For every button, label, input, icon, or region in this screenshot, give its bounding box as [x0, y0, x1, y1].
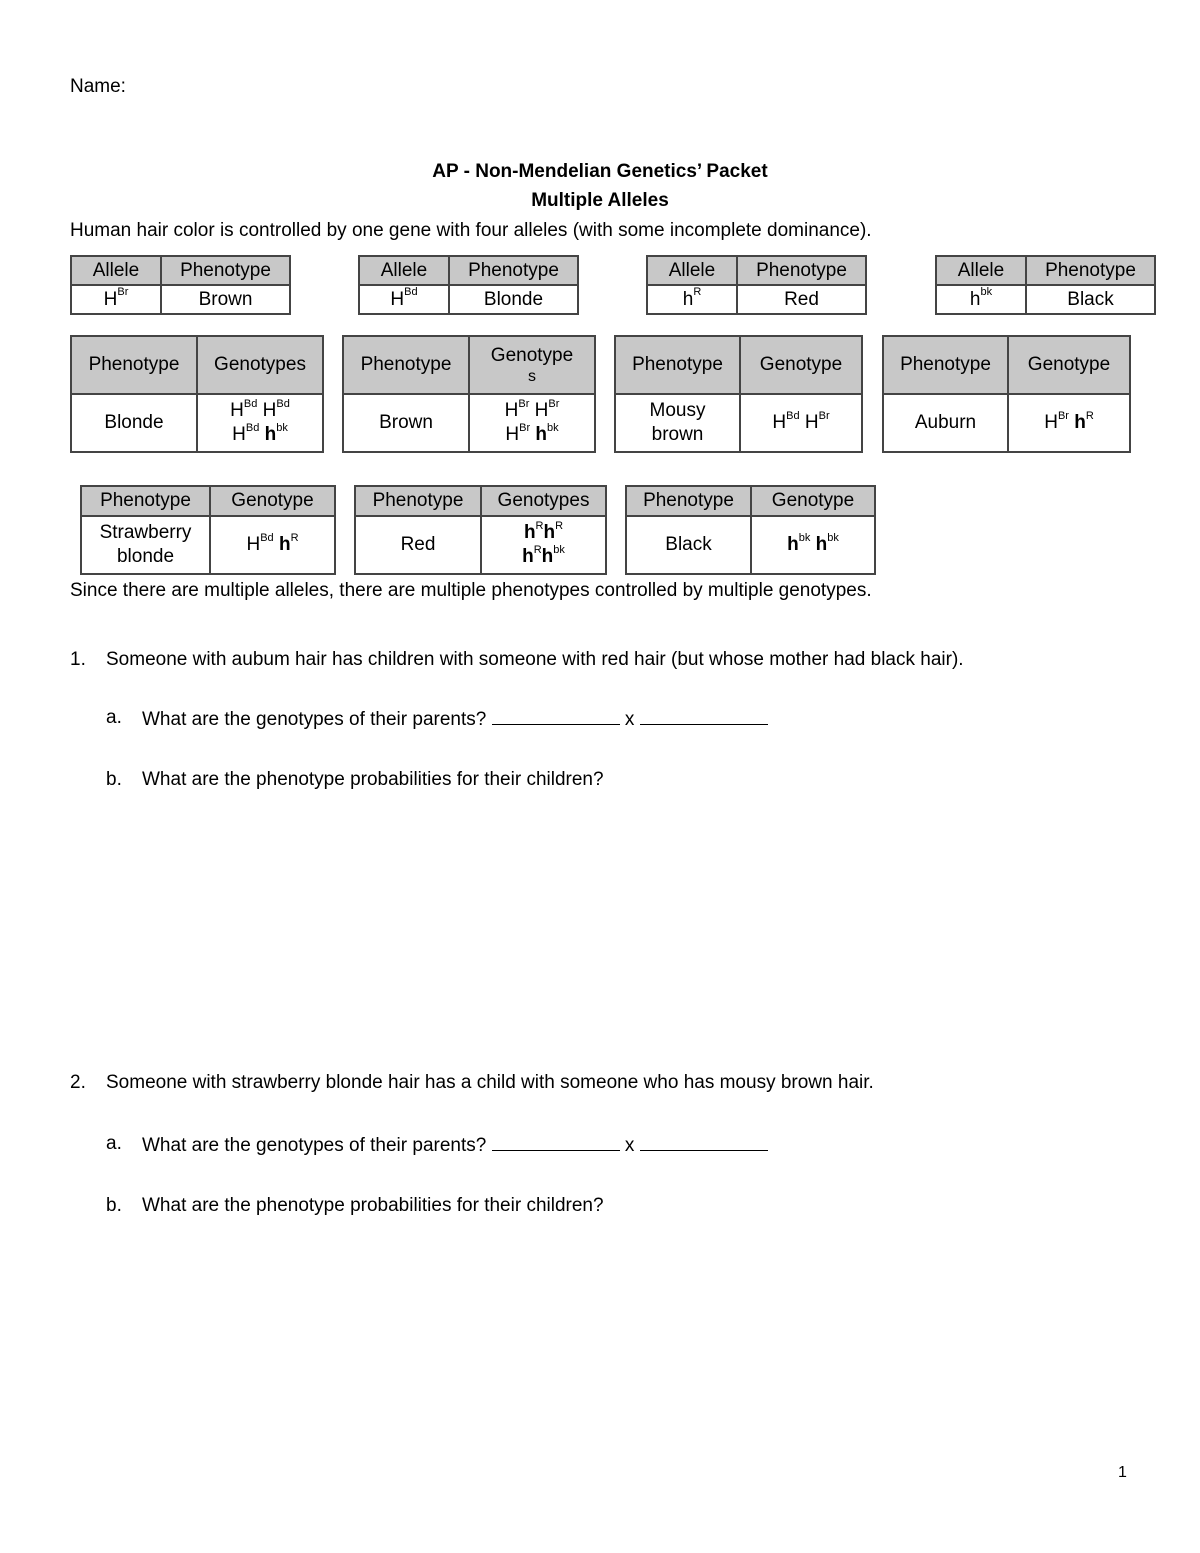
- summary-text: Since there are multiple alleles, there are multiple phenotypes controlled by multiple genotypes.: [70, 580, 872, 601]
- phenotype-value: Blonde: [71, 394, 197, 452]
- header-phenotype: Phenotype: [883, 336, 1008, 394]
- header-phenotype: Phenotype: [161, 256, 290, 285]
- genotype-values: $h^Rh^R$ $h^Rh^{bk}$: [481, 516, 606, 574]
- phenotype-value: Red: [355, 516, 481, 574]
- header-phenotype: Phenotype: [615, 336, 740, 394]
- allele-table-red: [646, 255, 867, 315]
- question-1b-text: What are the phenotype probabilities for their children?: [142, 769, 604, 790]
- genotype-values: $H^{Bd}$ $H^{Bd}$ $H^{Bd}$ $h^{bk}$: [197, 394, 323, 452]
- allele-symbol: $h^{bk}$: [936, 285, 1026, 314]
- phenotype-value: Mousy brown: [615, 394, 740, 452]
- cross-symbol: x: [624, 709, 635, 730]
- page-subtitle: Multiple Alleles: [531, 190, 669, 211]
- header-allele: Allele: [71, 256, 161, 285]
- genotype-values: $H^{Br}$ $H^{Br}$ $H^{Br}$ $h^{bk}$: [469, 394, 595, 452]
- header-allele: Allele: [647, 256, 737, 285]
- answer-blank-parent-1[interactable]: [492, 706, 620, 725]
- question-2b-label: b.: [106, 1195, 122, 1216]
- header-genotype: Genotype: [751, 486, 875, 516]
- allele-table-black: [935, 255, 1156, 315]
- question-2-text: Someone with strawberry blonde hair has a child with someone who has mousy brown hair.: [106, 1072, 874, 1093]
- question-2b-text: What are the phenotype probabilities for their children?: [142, 1195, 604, 1216]
- genotype-values: $H^{Br}$ $h^R$: [1008, 394, 1130, 452]
- page-title: AP - Non-Mendelian Genetics’ Packet: [432, 161, 768, 182]
- phenotype-value: Auburn: [883, 394, 1008, 452]
- phenotype-value: Strawberry blonde: [81, 516, 210, 574]
- genotype-values: $H^{Bd}$ $H^{Br}$: [740, 394, 862, 452]
- header-phenotype: Phenotype: [1026, 256, 1155, 285]
- phenotype-value: Black: [626, 516, 751, 574]
- header-allele: Allele: [936, 256, 1026, 285]
- cross-symbol: x: [624, 1135, 635, 1156]
- allele-table-blonde: [358, 255, 579, 315]
- answer-blank-parent-1[interactable]: [492, 1132, 620, 1151]
- header-phenotype: Phenotype: [737, 256, 866, 285]
- header-phenotype: Phenotype: [343, 336, 469, 394]
- answer-blank-parent-2[interactable]: [640, 1132, 768, 1151]
- genotype-table-strawberry-blonde: [80, 485, 336, 575]
- genotype-table-brown: [342, 335, 596, 453]
- phenotype-value: Brown: [161, 285, 290, 314]
- phenotype-value: Blonde: [449, 285, 578, 314]
- question-2a-text: What are the genotypes of their parents?: [142, 1135, 487, 1156]
- genotype-table-red: [354, 485, 607, 575]
- header-phenotype: Phenotype: [81, 486, 210, 516]
- header-genotypes: Genotypes: [197, 336, 323, 394]
- intro-text: Human hair color is controlled by one gene with four alleles (with some incomplete dominance).: [70, 220, 872, 241]
- header-genotype: Genotype: [740, 336, 862, 394]
- question-2a-label: a.: [106, 1133, 122, 1154]
- allele-table-brown: [70, 255, 291, 315]
- allele-symbol: $H^{Bd}$: [359, 285, 449, 314]
- genotype-table-blonde: [70, 335, 324, 453]
- header-phenotype: Phenotype: [626, 486, 751, 516]
- header-genotypes: Genotypes: [481, 486, 606, 516]
- phenotype-value: Red: [737, 285, 866, 314]
- header-phenotype: Phenotype: [71, 336, 197, 394]
- page-number: 1: [1118, 1464, 1127, 1481]
- question-1a: [142, 706, 768, 732]
- header-genotype: Genotype: [210, 486, 335, 516]
- genotype-values: $H^{Bd}$ $h^R$: [210, 516, 335, 574]
- allele-symbol: $H^{Br}$: [71, 285, 161, 314]
- genotype-table-black: [625, 485, 876, 575]
- genotype-table-mousy-brown: [614, 335, 863, 453]
- question-1-text: Someone with aubum hair has children with someone with red hair (but whose mother had black hair).: [106, 649, 964, 670]
- allele-symbol: $h^R$: [647, 285, 737, 314]
- header-genotypes: Genotype s: [469, 336, 595, 394]
- answer-blank-parent-2[interactable]: [640, 706, 768, 725]
- question-2a: [142, 1132, 768, 1158]
- header-phenotype: Phenotype: [449, 256, 578, 285]
- header-allele: Allele: [359, 256, 449, 285]
- header-genotype: Genotype: [1008, 336, 1130, 394]
- question-1a-label: a.: [106, 707, 122, 728]
- question-1b-label: b.: [106, 769, 122, 790]
- phenotype-value: Brown: [343, 394, 469, 452]
- phenotype-value: Black: [1026, 285, 1155, 314]
- genotype-values: $h^{bk}$ $h^{bk}$: [751, 516, 875, 574]
- question-1a-text: What are the genotypes of their parents?: [142, 709, 487, 730]
- question-2-number: 2.: [70, 1072, 86, 1093]
- question-1-number: 1.: [70, 649, 86, 670]
- name-label: Name:: [70, 76, 126, 97]
- genotype-table-auburn: [882, 335, 1131, 453]
- header-phenotype: Phenotype: [355, 486, 481, 516]
